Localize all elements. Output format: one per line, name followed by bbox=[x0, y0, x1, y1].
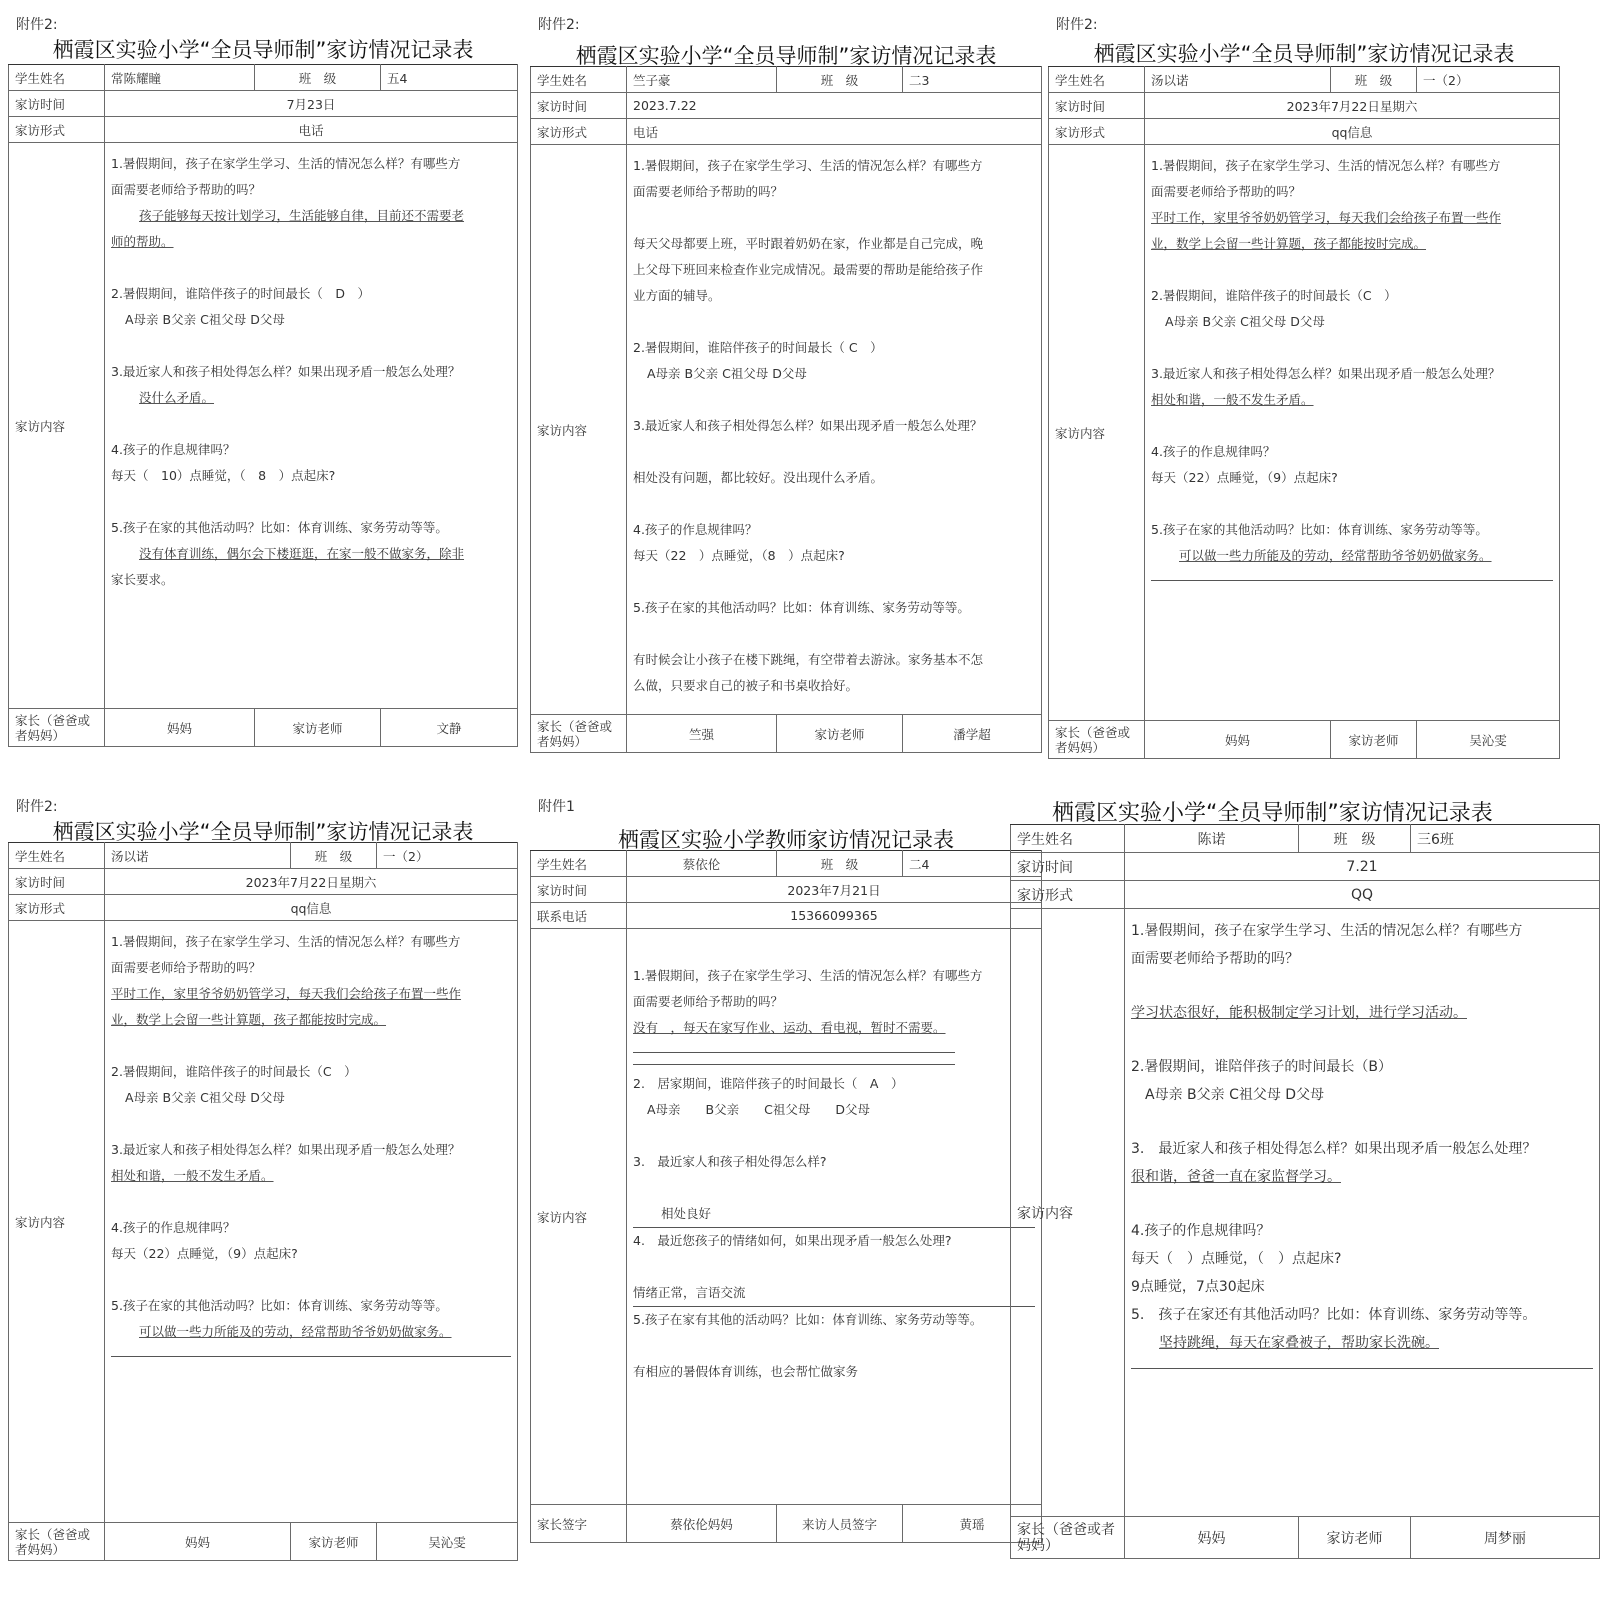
question-2: 2.暑假期间，谁陪伴孩子的时间最长（B） bbox=[1131, 1059, 1392, 1075]
value-parent: 蔡依伦妈妈 bbox=[627, 1505, 777, 1543]
question-3: 3.最近家人和孩子相处得怎么样？如果出现矛盾一般怎么处理？ bbox=[1151, 366, 1501, 381]
answer-4: 9点睡觉，7点30起床 bbox=[1131, 1279, 1265, 1295]
attachment-label: 附件2: bbox=[538, 17, 580, 33]
question-5: 5.孩子在家的其他活动吗？比如：体育训练、家务劳动等等。 bbox=[111, 520, 448, 535]
value-teacher: 黄瑶 bbox=[903, 1505, 1042, 1543]
question-1: 1.暑假期间，孩子在家学生学习、生活的情况怎么样？有哪些方 bbox=[633, 158, 983, 173]
label-visit-content: 家访内容 bbox=[9, 143, 105, 709]
value-visit-time: 2023年7月21日 bbox=[627, 877, 1042, 903]
answer-4: 情绪正常，言语交流 bbox=[633, 1285, 746, 1300]
value-teacher: 吴沁雯 bbox=[377, 1523, 518, 1561]
answer-5: 没有体育训练，偶尔会下楼逛逛，在家一般不做家务，除非 bbox=[139, 546, 465, 561]
value-visit-form: QQ bbox=[1125, 881, 1600, 909]
label-visit-form: 家访形式 bbox=[9, 117, 105, 143]
blank-line bbox=[1151, 579, 1553, 581]
label-visit-content: 家访内容 bbox=[531, 929, 627, 1505]
record-form-6 bbox=[1017, 790, 1600, 1580]
question-3: 3. 最近家人和孩子相处得怎么样? bbox=[633, 1154, 827, 1169]
answer-4: 每天（22）点睡觉，（9）点起床? bbox=[111, 1246, 298, 1261]
options-2: A母亲 B父亲 C祖父母 D父母 bbox=[125, 1090, 285, 1105]
question-1-cont: 面需要老师给予帮助的吗？ bbox=[111, 960, 262, 975]
answer-3: 相处和谐，一般不发生矛盾。 bbox=[1151, 392, 1314, 407]
value-class: 五4 bbox=[381, 65, 518, 91]
label-parent: 家长（爸爸或者妈妈） bbox=[9, 709, 105, 747]
label-visit-content: 家访内容 bbox=[1011, 909, 1125, 1517]
label-visit-time: 家访时间 bbox=[1011, 853, 1125, 881]
value-class: 二4 bbox=[903, 851, 1042, 877]
value-visit-time: 2023年7月22日星期六 bbox=[1145, 93, 1560, 119]
label-parent: 家长（爸爸或者妈妈） bbox=[9, 1523, 105, 1561]
form-title: 栖霞区实验小学教师家访情况记录表 bbox=[618, 828, 954, 852]
visit-content bbox=[627, 145, 1042, 715]
record-table bbox=[8, 842, 518, 1561]
value-visit-form: 电话 bbox=[105, 117, 518, 143]
question-3: 3.最近家人和孩子相处得怎么样？如果出现矛盾一般怎么处理？ bbox=[633, 418, 983, 433]
form-title: 栖霞区实验小学“全员导师制”家访情况记录表 bbox=[1052, 801, 1493, 826]
label-student-name: 学生姓名 bbox=[531, 67, 627, 93]
question-2: 2. 居家期间，谁陪伴孩子的时间最长（ A ） bbox=[633, 1076, 904, 1091]
value-visit-form: qq信息 bbox=[1145, 119, 1560, 145]
question-1-cont: 面需要老师给予帮助的吗？ bbox=[633, 994, 784, 1009]
label-visit-content: 家访内容 bbox=[531, 145, 627, 715]
value-teacher: 吴沁雯 bbox=[1417, 721, 1560, 759]
value-phone: 15366099365 bbox=[627, 903, 1042, 929]
record-table bbox=[8, 64, 518, 747]
value-class: 二3 bbox=[903, 67, 1042, 93]
value-class: 三6班 bbox=[1411, 825, 1600, 853]
question-3: 3. 最近家人和孩子相处得怎么样？如果出现矛盾一般怎么处理？ bbox=[1131, 1141, 1537, 1157]
record-form-1 bbox=[8, 8, 518, 758]
label-visit-form: 家访形式 bbox=[531, 119, 627, 145]
question-5: 5.孩子在家的其他活动吗？比如：体育训练、家务劳动等等。 bbox=[111, 1298, 448, 1313]
question-2: 2.暑假期间，谁陪伴孩子的时间最长（C ） bbox=[111, 1064, 357, 1079]
question-2: 2.暑假期间，谁陪伴孩子的时间最长（ C ） bbox=[633, 340, 883, 355]
question-3: 3.最近家人和孩子相处得怎么样？如果出现矛盾一般怎么处理？ bbox=[111, 364, 461, 379]
label-teacher: 家访老师 bbox=[255, 709, 381, 747]
options-2: A母亲 B父亲 C祖父母 D父母 bbox=[647, 366, 807, 381]
value-student-name: 蔡依伦 bbox=[627, 851, 777, 877]
blank-line bbox=[111, 1355, 511, 1357]
value-visit-time: 2023年7月22日星期六 bbox=[105, 869, 518, 895]
label-student-name: 学生姓名 bbox=[1049, 67, 1145, 93]
label-visit-time: 家访时间 bbox=[9, 91, 105, 117]
answer-1: 平时工作，家里爷爷奶奶管学习，每天我们会给孩子布置一些作 bbox=[1151, 210, 1502, 225]
question-1: 1.暑假期间，孩子在家学生学习、生活的情况怎么样？有哪些方 bbox=[1131, 923, 1523, 939]
question-1-cont: 面需要老师给予帮助的吗？ bbox=[633, 184, 784, 199]
visit-content bbox=[1145, 145, 1560, 721]
label-teacher: 家访老师 bbox=[1299, 1517, 1411, 1559]
options-2: A母亲 B父亲 C祖父母 D父母 bbox=[125, 312, 285, 327]
question-4: 4. 最近您孩子的情绪如何，如果出现矛盾一般怎么处理? bbox=[633, 1233, 952, 1248]
value-parent: 竺强 bbox=[627, 715, 777, 753]
value-visit-time: 7.21 bbox=[1125, 853, 1600, 881]
answer-1-cont: 业，数学上会留一些计算题，孩子都能按时完成。 bbox=[111, 1012, 387, 1027]
value-student-name: 常陈耀瞳 bbox=[105, 65, 255, 91]
visit-content bbox=[1125, 909, 1600, 1517]
value-teacher: 潘学超 bbox=[903, 715, 1042, 753]
label-class: 班 级 bbox=[255, 65, 381, 91]
answer-1: 每天父母都要上班，平时跟着奶奶在家，作业都是自己完成，晚 bbox=[633, 236, 984, 251]
label-phone: 联系电话 bbox=[531, 903, 627, 929]
record-form-2 bbox=[530, 8, 1042, 768]
options-2: A母亲 B父亲 C祖父母 D父母 bbox=[1145, 1087, 1325, 1103]
question-1: 1.暑假期间，孩子在家学生学习、生活的情况怎么样？有哪些方 bbox=[1151, 158, 1501, 173]
label-teacher: 家访老师 bbox=[1331, 721, 1417, 759]
value-visit-time: 2023.7.22 bbox=[627, 93, 1042, 119]
answer-4: 每天（22 ）点睡觉，（8 ）点起床? bbox=[633, 548, 845, 563]
label-parent: 家长（爸爸或者妈妈） bbox=[531, 715, 627, 753]
question-3: 3.最近家人和孩子相处得怎么样？如果出现矛盾一般怎么处理？ bbox=[111, 1142, 461, 1157]
answer-3: 很和谐，爸爸一直在家监督学习。 bbox=[1131, 1169, 1341, 1185]
record-table bbox=[1048, 66, 1560, 759]
value-teacher: 文静 bbox=[381, 709, 518, 747]
label-visitor-sign: 来访人员签字 bbox=[777, 1505, 903, 1543]
attachment-label: 附件2: bbox=[16, 799, 58, 815]
value-class: 一（2） bbox=[1417, 67, 1560, 93]
visit-content bbox=[627, 929, 1042, 1505]
value-class: 一（2） bbox=[377, 843, 518, 869]
value-parent: 妈妈 bbox=[105, 709, 255, 747]
visit-content bbox=[105, 921, 518, 1523]
question-2: 2.暑假期间，谁陪伴孩子的时间最长（C ） bbox=[1151, 288, 1397, 303]
answer-4: 每天（ 10）点睡觉，（ 8 ）点起床? bbox=[111, 468, 336, 483]
label-visit-time: 家访时间 bbox=[9, 869, 105, 895]
answer-5: 有相应的暑假体育训练，也会帮忙做家务 bbox=[633, 1364, 859, 1379]
answer-5: 坚持跳绳，每天在家叠被子，帮助家长洗碗。 bbox=[1159, 1335, 1439, 1351]
answer-1: 平时工作，家里爷爷奶奶管学习，每天我们会给孩子布置一些作 bbox=[111, 986, 462, 1001]
value-visit-time: 7月23日 bbox=[105, 91, 518, 117]
record-form-4 bbox=[8, 790, 518, 1580]
question-1-cont: 面需要老师给予帮助的吗？ bbox=[1131, 951, 1299, 967]
question-1-cont: 面需要老师给予帮助的吗？ bbox=[1151, 184, 1302, 199]
question-1: 1.暑假期间，孩子在家学生学习、生活的情况怎么样？有哪些方 bbox=[111, 156, 461, 171]
label-visit-time: 家访时间 bbox=[531, 93, 627, 119]
form-title: 栖霞区实验小学“全员导师制”家访情况记录表 bbox=[1093, 42, 1515, 66]
question-5: 5. 孩子在家还有其他活动吗？比如：体育训练、家务劳动等等。 bbox=[1131, 1307, 1537, 1323]
answer-5: 可以做一些力所能及的劳动，经常帮助爷爷奶奶做家务。 bbox=[1179, 548, 1492, 563]
label-visit-content: 家访内容 bbox=[1049, 145, 1145, 721]
answer-1-cont: 业，数学上会留一些计算题，孩子都能按时完成。 bbox=[1151, 236, 1427, 251]
attachment-label: 附件2: bbox=[1056, 17, 1098, 33]
record-table bbox=[530, 66, 1042, 753]
label-visit-time: 家访时间 bbox=[1049, 93, 1145, 119]
question-4: 4.孩子的作息规律吗？ bbox=[1131, 1223, 1271, 1239]
answer-5-cont: 家长要求。 bbox=[111, 572, 174, 587]
label-class: 班 级 bbox=[777, 67, 903, 93]
record-form-5 bbox=[530, 790, 1042, 1580]
value-student-name: 竺子豪 bbox=[627, 67, 777, 93]
answer-1: 学习状态很好，能积极制定学习计划，进行学习活动。 bbox=[1131, 1005, 1467, 1021]
label-class: 班 级 bbox=[1299, 825, 1411, 853]
answer-1: 没有 ，每天在家写作业、运动、看电视，暂时不需要。 bbox=[633, 1020, 946, 1035]
question-5: 5.孩子在家有其他的活动吗？比如：体育训练、家务劳动等等。 bbox=[633, 1306, 1035, 1333]
blank-line bbox=[633, 1051, 955, 1053]
question-4: 4.孩子的作息规律吗？ bbox=[633, 522, 758, 537]
question-4: 4.孩子的作息规律吗？ bbox=[111, 1220, 236, 1235]
blank-line bbox=[633, 1063, 955, 1065]
value-parent: 妈妈 bbox=[1125, 1517, 1299, 1559]
value-visit-form: 电话 bbox=[627, 119, 1042, 145]
question-5: 5.孩子在家的其他活动吗？比如：体育训练、家务劳动等等。 bbox=[1151, 522, 1488, 537]
record-form-3 bbox=[1048, 8, 1560, 768]
label-visit-form: 家访形式 bbox=[9, 895, 105, 921]
value-parent: 妈妈 bbox=[105, 1523, 291, 1561]
value-teacher: 周梦丽 bbox=[1411, 1517, 1600, 1559]
answer-4: 每天（22）点睡觉，（9）点起床? bbox=[1151, 470, 1338, 485]
answer-1-cont: 师的帮助。 bbox=[111, 234, 174, 249]
answer-1-cont: 上父母下班回来检查作业完成情况。最需要的帮助是能给孩子作 bbox=[633, 262, 984, 277]
answer-1: 孩子能够每天按计划学习，生活能够自律，目前还不需要老 bbox=[139, 208, 465, 223]
question-1-cont: 面需要老师给予帮助的吗？ bbox=[111, 182, 262, 197]
question-2: 2.暑假期间，谁陪伴孩子的时间最长（ D ） bbox=[111, 286, 371, 301]
answer-5: 可以做一些力所能及的劳动，经常帮助爷爷奶奶做家务。 bbox=[139, 1324, 452, 1339]
label-parent-sign: 家长签字 bbox=[531, 1505, 627, 1543]
answer-4-template: 每天（ ）点睡觉，（ ）点起床? bbox=[1131, 1251, 1342, 1267]
label-student-name: 学生姓名 bbox=[9, 843, 105, 869]
visit-content bbox=[105, 143, 518, 709]
value-visit-form: qq信息 bbox=[105, 895, 518, 921]
answer-5-cont: 么做，只要求自己的被子和书桌收拾好。 bbox=[633, 678, 859, 693]
label-parent: 家长（爸爸或者妈妈） bbox=[1049, 721, 1145, 759]
label-class: 班 级 bbox=[1331, 67, 1417, 93]
label-teacher: 家访老师 bbox=[777, 715, 903, 753]
answer-5: 有时候会让小孩子在楼下跳绳，有空带着去游泳。家务基本不怎 bbox=[633, 652, 984, 667]
label-teacher: 家访老师 bbox=[291, 1523, 377, 1561]
value-student-name: 陈诺 bbox=[1125, 825, 1299, 853]
label-visit-form: 家访形式 bbox=[1049, 119, 1145, 145]
answer-3: 没什么矛盾。 bbox=[139, 390, 215, 405]
options-2: A母亲 B父亲 C祖父母 D父母 bbox=[647, 1102, 870, 1117]
label-class: 班 级 bbox=[777, 851, 903, 877]
value-student-name: 汤以诺 bbox=[1145, 67, 1331, 93]
question-5: 5.孩子在家的其他活动吗？比如：体育训练、家务劳动等等。 bbox=[633, 600, 970, 615]
label-student-name: 学生姓名 bbox=[531, 851, 627, 877]
label-visit-content: 家访内容 bbox=[9, 921, 105, 1523]
label-visit-time: 家访时间 bbox=[531, 877, 627, 903]
question-4: 4.孩子的作息规律吗？ bbox=[111, 442, 236, 457]
blank-line bbox=[1131, 1367, 1593, 1369]
label-class: 班 级 bbox=[291, 843, 377, 869]
value-parent: 妈妈 bbox=[1145, 721, 1331, 759]
answer-3: 相处和谐，一般不发生矛盾。 bbox=[111, 1168, 274, 1183]
question-4: 4.孩子的作息规律吗？ bbox=[1151, 444, 1276, 459]
answer-1-cont2: 业方面的辅导。 bbox=[633, 288, 721, 303]
form-title: 栖霞区实验小学“全员导师制”家访情况记录表 bbox=[575, 44, 997, 68]
answer-3: 相处良好 bbox=[633, 1201, 1035, 1228]
label-student-name: 学生姓名 bbox=[9, 65, 105, 91]
label-student-name: 学生姓名 bbox=[1011, 825, 1125, 853]
record-table bbox=[1010, 824, 1600, 1559]
value-student-name: 汤以诺 bbox=[105, 843, 291, 869]
attachment-label: 附件2: bbox=[16, 17, 58, 33]
attachment-label: 附件1 bbox=[538, 799, 575, 815]
options-2: A母亲 B父亲 C祖父母 D父母 bbox=[1165, 314, 1325, 329]
answer-3: 相处没有问题，都比较好。没出现什么矛盾。 bbox=[633, 470, 884, 485]
question-1: 1.暑假期间，孩子在家学生学习、生活的情况怎么样？有哪些方 bbox=[633, 968, 983, 983]
form-title: 栖霞区实验小学“全员导师制”家访情况记录表 bbox=[52, 820, 474, 844]
label-visit-form: 家访形式 bbox=[1011, 881, 1125, 909]
record-table bbox=[530, 850, 1042, 1543]
question-1: 1.暑假期间，孩子在家学生学习、生活的情况怎么样？有哪些方 bbox=[111, 934, 461, 949]
label-parent: 家长（爸爸或者妈妈） bbox=[1011, 1517, 1125, 1559]
form-title: 栖霞区实验小学“全员导师制”家访情况记录表 bbox=[52, 38, 474, 62]
